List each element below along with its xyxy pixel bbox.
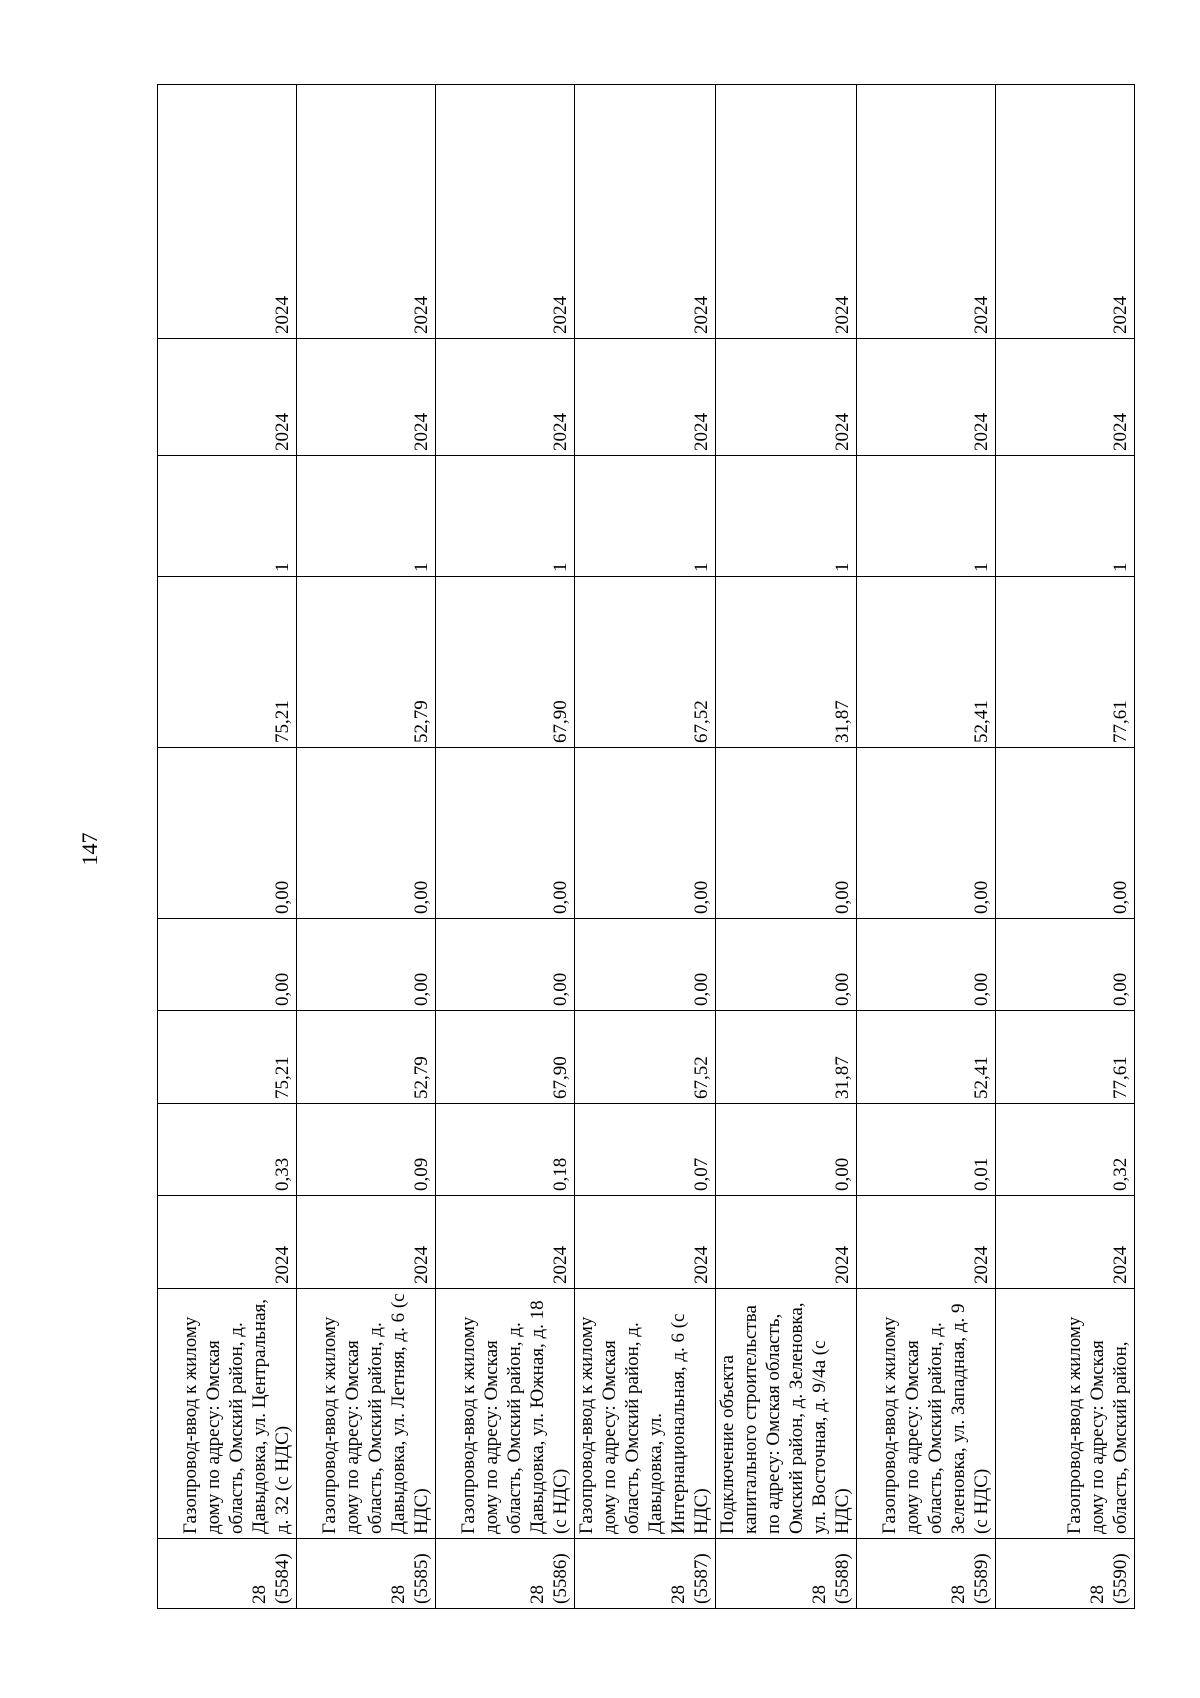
- row-id-cell: [857, 1539, 996, 1609]
- table-row: [297, 85, 436, 1609]
- id-text: 28 (5585): [388, 1553, 432, 1604]
- start-year-cell: [716, 1196, 857, 1289]
- year-cell-2: [158, 339, 297, 456]
- description-text: Газопровод-ввод к жилому дому по адресу: Омская область, Омский район,: [1064, 1316, 1131, 1534]
- count-text: 1: [272, 562, 293, 572]
- object-description-cell: [158, 1289, 297, 1539]
- v3-text: 0,00: [411, 972, 432, 1006]
- value-cell-1: [297, 1104, 436, 1196]
- v3-text: 0,00: [971, 972, 992, 1006]
- year3-text: 2024: [971, 296, 992, 334]
- value-cell-4: [158, 748, 297, 919]
- year3-text: 2024: [691, 296, 712, 334]
- v3-text: 0,00: [691, 972, 712, 1006]
- row-id-cell: [575, 1539, 716, 1609]
- value-cell-1: [575, 1104, 716, 1196]
- count-text: 1: [691, 562, 712, 572]
- start-year-cell: [575, 1196, 716, 1289]
- object-description-cell: [857, 1289, 996, 1539]
- v4-text: 0,00: [1110, 880, 1131, 914]
- object-description-cell: [996, 1289, 1135, 1539]
- v1-text: 0,07: [691, 1157, 712, 1191]
- v5-text: 75,21: [272, 700, 293, 743]
- description-text: Подключение объекта капитального строительства по адресу: Омская область, Омский район, д. Зеленовка, ул. Восточная, д. 9/4а (с НДС): [717, 1302, 853, 1534]
- value-cell-4: [857, 748, 996, 919]
- value-cell-2: [716, 1011, 857, 1104]
- v3-text: 0,00: [832, 972, 853, 1006]
- row-id-cell: [158, 1539, 297, 1609]
- v3-text: 0,00: [1110, 972, 1131, 1006]
- year-cell-3: [297, 85, 436, 339]
- start-year-cell: [857, 1196, 996, 1289]
- year-cell-3: [716, 85, 857, 339]
- value-cell-1: [716, 1104, 857, 1196]
- year1-text: 2024: [691, 1246, 712, 1284]
- object-description-cell: [297, 1289, 436, 1539]
- count-text: 1: [832, 562, 853, 572]
- year3-text: 2024: [550, 296, 571, 334]
- description-text: Газопровод-ввод к жилому дому по адресу: Омская область, Омский район, д. Зеленовка, ул. Западная, д. 9 (с НДС): [879, 1303, 992, 1534]
- v5-text: 31,87: [832, 700, 853, 743]
- object-description-cell: [575, 1289, 716, 1539]
- v2-text: 67,90: [550, 1056, 571, 1099]
- value-cell-4: [436, 748, 575, 919]
- count-text: 1: [1110, 562, 1131, 572]
- value-cell-5: [716, 577, 857, 748]
- table-container: [157, 85, 1131, 1609]
- v2-text: 31,87: [832, 1056, 853, 1099]
- count-cell: [436, 456, 575, 577]
- value-cell-2: [297, 1011, 436, 1104]
- value-cell-2: [857, 1011, 996, 1104]
- description-text: Газопровод-ввод к жилому дому по адресу: Омская область, Омский район, д. Давыдовка, ул. Интернациональная, д. 6 (с НДС): [576, 1313, 712, 1534]
- v4-text: 0,00: [971, 880, 992, 914]
- value-cell-5: [297, 577, 436, 748]
- v4-text: 0,00: [832, 880, 853, 914]
- year-cell-3: [996, 85, 1135, 339]
- year2-text: 2024: [411, 413, 432, 451]
- value-cell-4: [575, 748, 716, 919]
- value-cell-2: [436, 1011, 575, 1104]
- year1-text: 2024: [550, 1246, 571, 1284]
- year3-text: 2024: [1110, 296, 1131, 334]
- year1-text: 2024: [411, 1246, 432, 1284]
- value-cell-5: [158, 577, 297, 748]
- year3-text: 2024: [272, 296, 293, 334]
- year-cell-2: [996, 339, 1135, 456]
- row-id-cell: [297, 1539, 436, 1609]
- v5-text: 77,61: [1110, 700, 1131, 743]
- id-text: 28 (5584): [249, 1553, 293, 1604]
- year-cell-3: [857, 85, 996, 339]
- value-cell-5: [575, 577, 716, 748]
- v4-text: 0,00: [550, 880, 571, 914]
- value-cell-5: [996, 577, 1135, 748]
- start-year-cell: [996, 1196, 1135, 1289]
- description-text: Газопровод-ввод к жилому дому по адресу: Омская область, Омский район, д. Давыдовка, ул. Летняя, д. 6 (с НДС): [319, 1293, 432, 1534]
- table-row: [436, 85, 575, 1609]
- id-text: 28 (5589): [948, 1553, 992, 1604]
- value-cell-4: [716, 748, 857, 919]
- description-text: Газопровод-ввод к жилому дому по адресу: Омская область, Омский район, д. Давыдовка, ул. Южная, д. 18 (с НДС): [458, 1300, 571, 1534]
- year2-text: 2024: [832, 413, 853, 451]
- count-text: 1: [550, 562, 571, 572]
- value-cell-2: [158, 1011, 297, 1104]
- year-cell-3: [158, 85, 297, 339]
- value-cell-3: [716, 919, 857, 1011]
- year2-text: 2024: [971, 413, 992, 451]
- v2-text: 67,52: [691, 1056, 712, 1099]
- page-number: 147: [77, 832, 102, 866]
- value-cell-4: [297, 748, 436, 919]
- v1-text: 0,09: [411, 1157, 432, 1191]
- year1-text: 2024: [1110, 1246, 1131, 1284]
- start-year-cell: [158, 1196, 297, 1289]
- v2-text: 75,21: [272, 1056, 293, 1099]
- v5-text: 52,79: [411, 700, 432, 743]
- count-text: 1: [971, 562, 992, 572]
- v5-text: 67,90: [550, 700, 571, 743]
- v1-text: 0,18: [550, 1157, 571, 1191]
- count-cell: [857, 456, 996, 577]
- v1-text: 0,32: [1110, 1157, 1131, 1191]
- value-cell-2: [575, 1011, 716, 1104]
- year3-text: 2024: [411, 296, 432, 334]
- row-id-cell: [716, 1539, 857, 1609]
- object-description-cell: [436, 1289, 575, 1539]
- table-row: [996, 85, 1135, 1609]
- investment-table: [157, 84, 1135, 1609]
- count-cell: [297, 456, 436, 577]
- v2-text: 52,41: [971, 1056, 992, 1099]
- year-cell-2: [716, 339, 857, 456]
- v3-text: 0,00: [272, 972, 293, 1006]
- start-year-cell: [297, 1196, 436, 1289]
- row-id-cell: [996, 1539, 1135, 1609]
- table-body: [158, 85, 1135, 1609]
- v4-text: 0,00: [691, 880, 712, 914]
- value-cell-3: [996, 919, 1135, 1011]
- year1-text: 2024: [971, 1246, 992, 1284]
- v3-text: 0,00: [550, 972, 571, 1006]
- year-cell-2: [575, 339, 716, 456]
- count-cell: [716, 456, 857, 577]
- v5-text: 52,41: [971, 700, 992, 743]
- v4-text: 0,00: [272, 880, 293, 914]
- start-year-cell: [436, 1196, 575, 1289]
- value-cell-3: [575, 919, 716, 1011]
- value-cell-3: [297, 919, 436, 1011]
- id-text: 28 (5586): [527, 1553, 571, 1604]
- value-cell-1: [158, 1104, 297, 1196]
- value-cell-1: [857, 1104, 996, 1196]
- count-cell: [575, 456, 716, 577]
- table-row: [158, 85, 297, 1609]
- id-text: 28 (5590): [1087, 1553, 1131, 1604]
- v5-text: 67,52: [691, 700, 712, 743]
- year2-text: 2024: [1110, 413, 1131, 451]
- description-text: Газопровод-ввод к жилому дому по адресу: Омская область, Омский район, д. Давыдовка, ул. Центральная, д. 32 (с НДС): [180, 1299, 293, 1534]
- year-cell-3: [436, 85, 575, 339]
- v1-text: 0,33: [272, 1157, 293, 1191]
- v1-text: 0,01: [971, 1157, 992, 1191]
- table-row: [716, 85, 857, 1609]
- v4-text: 0,00: [411, 880, 432, 914]
- id-text: 28 (5587): [668, 1553, 712, 1604]
- year3-text: 2024: [832, 296, 853, 334]
- object-description-cell: [716, 1289, 857, 1539]
- year-cell-2: [436, 339, 575, 456]
- id-text: 28 (5588): [809, 1553, 853, 1604]
- value-cell-3: [436, 919, 575, 1011]
- year2-text: 2024: [272, 413, 293, 451]
- count-text: 1: [411, 562, 432, 572]
- year-cell-3: [575, 85, 716, 339]
- v2-text: 77,61: [1110, 1056, 1131, 1099]
- year-cell-2: [297, 339, 436, 456]
- year1-text: 2024: [832, 1246, 853, 1284]
- v1-text: 0,00: [832, 1157, 853, 1191]
- year1-text: 2024: [272, 1246, 293, 1284]
- value-cell-3: [857, 919, 996, 1011]
- year2-text: 2024: [691, 413, 712, 451]
- value-cell-4: [996, 748, 1135, 919]
- value-cell-5: [436, 577, 575, 748]
- value-cell-2: [996, 1011, 1135, 1104]
- year2-text: 2024: [550, 413, 571, 451]
- row-id-cell: [436, 1539, 575, 1609]
- value-cell-3: [158, 919, 297, 1011]
- table-row: [575, 85, 716, 1609]
- value-cell-5: [857, 577, 996, 748]
- v2-text: 52,79: [411, 1056, 432, 1099]
- value-cell-1: [996, 1104, 1135, 1196]
- count-cell: [158, 456, 297, 577]
- count-cell: [996, 456, 1135, 577]
- value-cell-1: [436, 1104, 575, 1196]
- year-cell-2: [857, 339, 996, 456]
- table-row: [857, 85, 996, 1609]
